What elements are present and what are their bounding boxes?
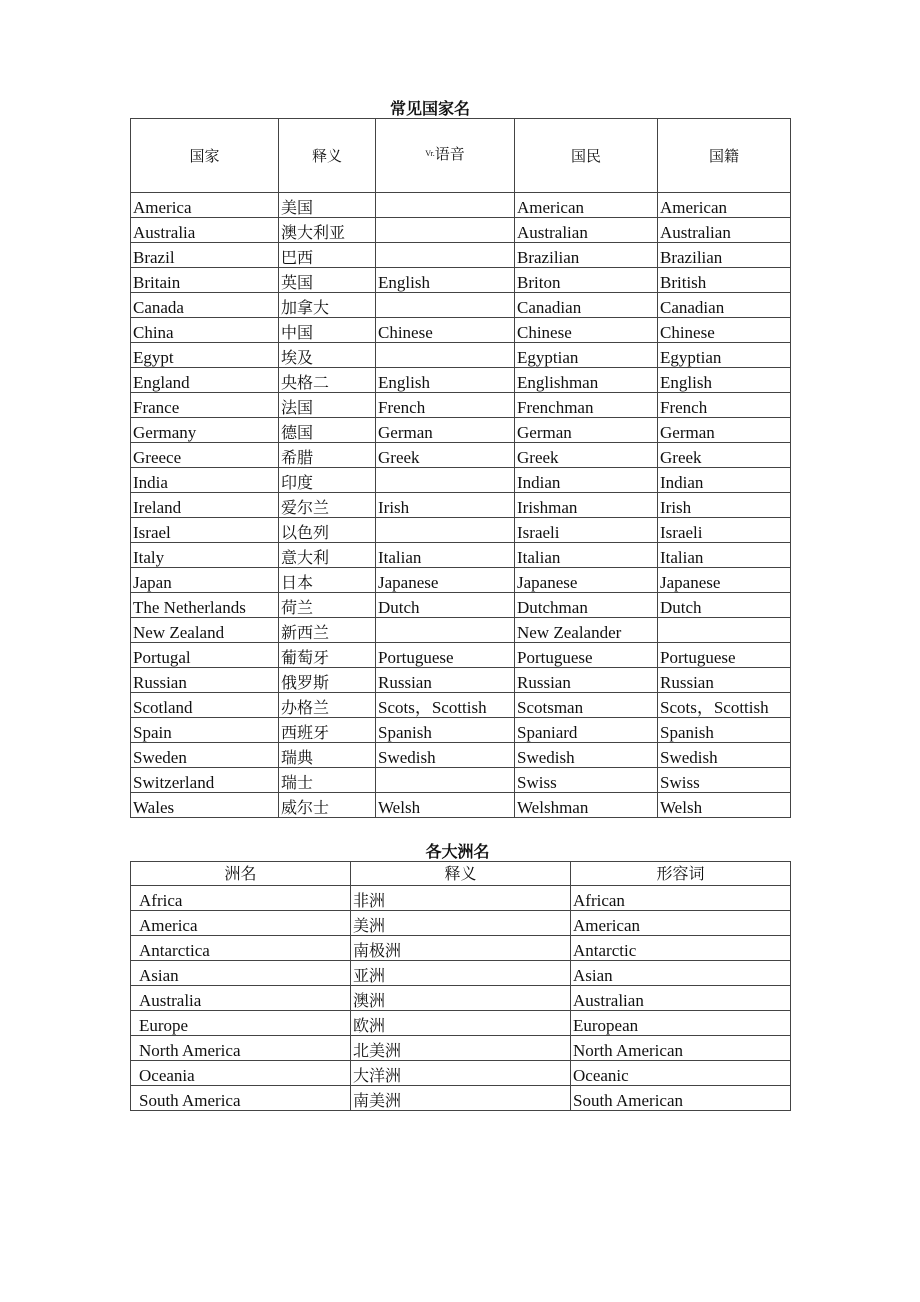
country-cell: Brazil (131, 243, 279, 268)
header-speech-label: 语音 (434, 144, 465, 163)
country-row (131, 718, 791, 743)
people-cell: Briton (515, 268, 658, 293)
nationality-cell: Spanish (658, 718, 791, 743)
meaning-cell: 巴西 (279, 243, 376, 268)
country-cell: India (131, 468, 279, 493)
people-cell: Indian (515, 468, 658, 493)
country-row (131, 218, 791, 243)
country-cell: Spain (131, 718, 279, 743)
country-cell: Russian (131, 668, 279, 693)
nationality-cell: Chinese (658, 318, 791, 343)
country-cell: Italy (131, 543, 279, 568)
country-row (131, 293, 791, 318)
continent-meaning-cell: 南美洲 (351, 1086, 571, 1111)
continent-row (131, 1086, 791, 1111)
continent-name-cell: Europe (131, 1011, 351, 1036)
nationality-cell: Egyptian (658, 343, 791, 368)
continent-adjective-cell: Asian (571, 961, 791, 986)
continent-adjective-cell: Oceanic (571, 1061, 791, 1086)
continents-table-title: 各大洲名 (425, 842, 490, 861)
meaning-cell: 以色列 (279, 518, 376, 543)
people-cell: Swedish (515, 743, 658, 768)
header-country: 国家 (131, 119, 279, 193)
people-cell: Chinese (515, 318, 658, 343)
nationality-cell: Irish (658, 493, 791, 518)
speech-cell: Swedish (376, 743, 515, 768)
continent-name-cell: Australia (131, 986, 351, 1011)
continent-row (131, 1011, 791, 1036)
meaning-cell: 爱尔兰 (279, 493, 376, 518)
continents-header-row (131, 862, 791, 886)
country-cell: New Zealand (131, 618, 279, 643)
country-row (131, 543, 791, 568)
meaning-cell: 加拿大 (279, 293, 376, 318)
country-cell: Greece (131, 443, 279, 468)
people-cell: Englishman (515, 368, 658, 393)
country-row (131, 693, 791, 718)
meaning-cell: 德国 (279, 418, 376, 443)
continent-name-cell: North America (131, 1036, 351, 1061)
country-cell: Germany (131, 418, 279, 443)
speech-cell: Dutch (376, 593, 515, 618)
speech-cell (376, 518, 515, 543)
meaning-cell: 埃及 (279, 343, 376, 368)
country-cell: Japan (131, 568, 279, 593)
country-row (131, 593, 791, 618)
people-cell: Spaniard (515, 718, 658, 743)
header-meaning: 释义 (279, 119, 376, 193)
speech-cell: Portuguese (376, 643, 515, 668)
country-cell: England (131, 368, 279, 393)
meaning-cell: 日本 (279, 568, 376, 593)
nationality-cell: Israeli (658, 518, 791, 543)
continent-row (131, 961, 791, 986)
speech-cell (376, 218, 515, 243)
people-cell: New Zealander (515, 618, 658, 643)
continent-name-cell: America (131, 911, 351, 936)
speech-cell: Scots，Scottish (376, 693, 515, 718)
country-cell: Portugal (131, 643, 279, 668)
continent-name-cell: Oceania (131, 1061, 351, 1086)
speech-cell: Italian (376, 543, 515, 568)
continent-meaning-cell: 亚洲 (351, 961, 571, 986)
people-cell: Portuguese (515, 643, 658, 668)
continent-name-cell: Antarctica (131, 936, 351, 961)
people-cell: Italian (515, 543, 658, 568)
continent-row (131, 911, 791, 936)
speech-cell (376, 618, 515, 643)
country-cell: Canada (131, 293, 279, 318)
nationality-cell: Swiss (658, 768, 791, 793)
nationality-cell: Russian (658, 668, 791, 693)
country-row (131, 343, 791, 368)
speech-cell (376, 768, 515, 793)
meaning-cell: 瑞士 (279, 768, 376, 793)
country-row (131, 318, 791, 343)
meaning-cell: 英国 (279, 268, 376, 293)
country-cell: The Netherlands (131, 593, 279, 618)
continent-adjective-cell: Australian (571, 986, 791, 1011)
nationality-cell: Scots，Scottish (658, 693, 791, 718)
country-row (131, 668, 791, 693)
country-row (131, 743, 791, 768)
continent-name-cell: South America (131, 1086, 351, 1111)
continent-adjective-cell: South American (571, 1086, 791, 1111)
speech-cell: Russian (376, 668, 515, 693)
people-cell: Greek (515, 443, 658, 468)
meaning-cell: 澳大利亚 (279, 218, 376, 243)
nationality-cell (658, 618, 791, 643)
country-cell: Scotland (131, 693, 279, 718)
header-people: 国民 (515, 119, 658, 193)
country-row (131, 493, 791, 518)
nationality-cell: Portuguese (658, 643, 791, 668)
continent-adjective-cell: Antarctic (571, 936, 791, 961)
continents-table (130, 861, 791, 1111)
speech-cell: Chinese (376, 318, 515, 343)
country-cell: Switzerland (131, 768, 279, 793)
continent-name-cell: Asian (131, 961, 351, 986)
continent-meaning-cell: 非洲 (351, 886, 571, 911)
people-cell: Israeli (515, 518, 658, 543)
country-cell: Britain (131, 268, 279, 293)
people-cell: Brazilian (515, 243, 658, 268)
continent-meaning-cell: 北美洲 (351, 1036, 571, 1061)
country-cell: Ireland (131, 493, 279, 518)
continent-row (131, 1061, 791, 1086)
meaning-cell: 意大利 (279, 543, 376, 568)
country-cell: Sweden (131, 743, 279, 768)
people-cell: German (515, 418, 658, 443)
speech-cell: Greek (376, 443, 515, 468)
country-row (131, 393, 791, 418)
nationality-cell: Australian (658, 218, 791, 243)
country-row (131, 243, 791, 268)
speech-cell: Japanese (376, 568, 515, 593)
header-continent-name: 洲名 (131, 862, 351, 886)
country-cell: China (131, 318, 279, 343)
speech-cell: French (376, 393, 515, 418)
nationality-cell: Italian (658, 543, 791, 568)
nationality-cell: Canadian (658, 293, 791, 318)
continent-adjective-cell: African (571, 886, 791, 911)
country-row (131, 193, 791, 218)
continent-meaning-cell: 澳洲 (351, 986, 571, 1011)
speech-cell (376, 343, 515, 368)
people-cell: Russian (515, 668, 658, 693)
country-row (131, 518, 791, 543)
continent-name-cell: Africa (131, 886, 351, 911)
people-cell: Japanese (515, 568, 658, 593)
speech-cell: Spanish (376, 718, 515, 743)
country-row (131, 368, 791, 393)
country-cell: Wales (131, 793, 279, 818)
country-row (131, 618, 791, 643)
speech-cell (376, 468, 515, 493)
meaning-cell: 西班牙 (279, 718, 376, 743)
country-row (131, 793, 791, 818)
meaning-cell: 葡萄牙 (279, 643, 376, 668)
nationality-cell: French (658, 393, 791, 418)
meaning-cell: 中国 (279, 318, 376, 343)
country-row (131, 468, 791, 493)
nationality-cell: Welsh (658, 793, 791, 818)
people-cell: American (515, 193, 658, 218)
people-cell: Swiss (515, 768, 658, 793)
continent-row (131, 936, 791, 961)
meaning-cell: 印度 (279, 468, 376, 493)
people-cell: Welshman (515, 793, 658, 818)
nationality-cell: Swedish (658, 743, 791, 768)
people-cell: Canadian (515, 293, 658, 318)
speech-cell: Welsh (376, 793, 515, 818)
speech-cell: German (376, 418, 515, 443)
continent-adjective-cell: North American (571, 1036, 791, 1061)
nationality-cell: English (658, 368, 791, 393)
continent-adjective-cell: European (571, 1011, 791, 1036)
country-cell: France (131, 393, 279, 418)
continent-row (131, 1036, 791, 1061)
nationality-cell: Indian (658, 468, 791, 493)
continent-meaning-cell: 欧洲 (351, 1011, 571, 1036)
speech-cell: English (376, 368, 515, 393)
country-cell: Australia (131, 218, 279, 243)
country-cell: Israel (131, 518, 279, 543)
country-row (131, 268, 791, 293)
meaning-cell: 新西兰 (279, 618, 376, 643)
country-row (131, 568, 791, 593)
people-cell: Irishman (515, 493, 658, 518)
speech-cell (376, 293, 515, 318)
meaning-cell: 威尔士 (279, 793, 376, 818)
continent-adjective-cell: American (571, 911, 791, 936)
country-row (131, 418, 791, 443)
country-row (131, 443, 791, 468)
meaning-cell: 法国 (279, 393, 376, 418)
speech-cell (376, 193, 515, 218)
nationality-cell: Dutch (658, 593, 791, 618)
continent-meaning-cell: 南极洲 (351, 936, 571, 961)
nationality-cell: Japanese (658, 568, 791, 593)
country-cell: Egypt (131, 343, 279, 368)
country-cell: America (131, 193, 279, 218)
nationality-cell: Greek (658, 443, 791, 468)
countries-table (130, 118, 791, 818)
header-speech-prefix: Vr. (425, 148, 435, 158)
people-cell: Australian (515, 218, 658, 243)
header-continent-meaning: 释义 (351, 862, 571, 886)
people-cell: Frenchman (515, 393, 658, 418)
nationality-cell: American (658, 193, 791, 218)
nationality-cell: British (658, 268, 791, 293)
speech-cell (376, 243, 515, 268)
meaning-cell: 央格二 (279, 368, 376, 393)
header-nationality: 国籍 (658, 119, 791, 193)
meaning-cell: 荷兰 (279, 593, 376, 618)
continent-row (131, 886, 791, 911)
meaning-cell: 美国 (279, 193, 376, 218)
speech-cell: English (376, 268, 515, 293)
people-cell: Scotsman (515, 693, 658, 718)
people-cell: Dutchman (515, 593, 658, 618)
nationality-cell: Brazilian (658, 243, 791, 268)
meaning-cell: 俄罗斯 (279, 668, 376, 693)
speech-cell: Irish (376, 493, 515, 518)
countries-table-title: 常见国家名 (389, 99, 470, 118)
continent-meaning-cell: 大洋洲 (351, 1061, 571, 1086)
meaning-cell: 瑞典 (279, 743, 376, 768)
continents-body (131, 886, 791, 1111)
header-continent-adjective: 形容词 (571, 862, 791, 886)
country-row (131, 643, 791, 668)
countries-body (131, 193, 791, 818)
country-row (131, 768, 791, 793)
meaning-cell: 希腊 (279, 443, 376, 468)
meaning-cell: 办格兰 (279, 693, 376, 718)
continent-row (131, 986, 791, 1011)
header-speech (376, 119, 515, 193)
people-cell: Egyptian (515, 343, 658, 368)
nationality-cell: German (658, 418, 791, 443)
countries-header-row (131, 119, 791, 193)
continent-meaning-cell: 美洲 (351, 911, 571, 936)
